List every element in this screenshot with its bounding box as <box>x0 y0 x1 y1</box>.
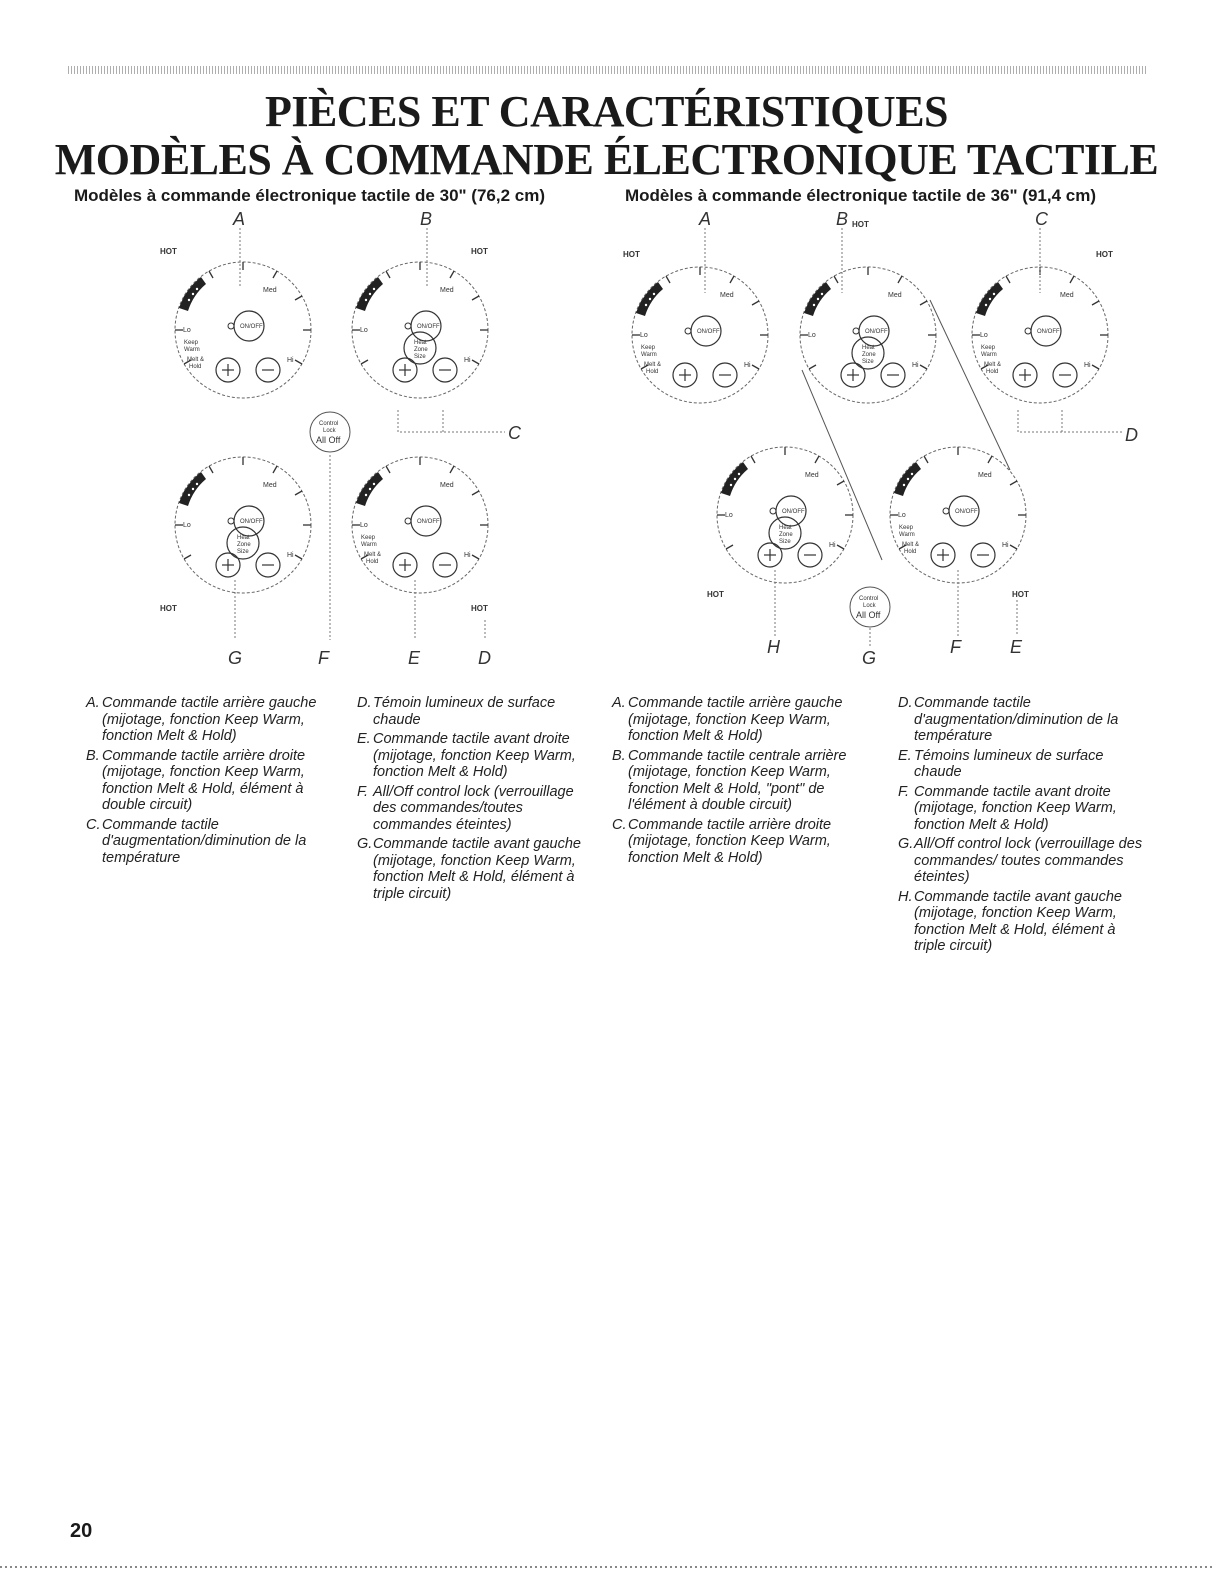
dial-label-hi: Hi <box>464 552 471 559</box>
callout-c: C <box>508 423 521 443</box>
dial-label-lo: Lo <box>640 332 648 339</box>
callout-d: D <box>478 648 491 668</box>
dial-label-on-off: ON/OFF <box>417 519 440 525</box>
legend-item-g: G.All/Off control lock (verrouillage des commandes/ toutes commandes éteintes) <box>898 836 1143 885</box>
dial-label-med: Med <box>440 287 454 294</box>
dial-label-heat: Heat <box>237 535 250 541</box>
cooktop-control-diagrams <box>0 0 1213 690</box>
legend-item-e: E. Témoins lumineux de surface chaude <box>898 747 1104 780</box>
control-lock-line3: All Off <box>316 435 341 445</box>
dial-label-hi: Hi <box>1002 542 1009 549</box>
hot-indicator: HOT <box>852 220 869 229</box>
callout-g: G <box>228 648 243 668</box>
dial-label-zone: Zone <box>414 347 428 353</box>
dial-label-med: Med <box>720 292 734 299</box>
dial-label-keep: Keep <box>184 340 199 346</box>
legend-36-col2 <box>898 695 1148 958</box>
dial-label-zone: Zone <box>862 352 876 358</box>
dial-label-lo: Lo <box>898 512 906 519</box>
dial-label-med: Med <box>805 472 819 479</box>
dial-label-warm: Warm <box>641 352 657 358</box>
dial-label-heat: Heat <box>862 345 875 351</box>
dial-label-warm: Warm <box>981 352 997 358</box>
dial-label-melt: Melt & <box>364 552 382 558</box>
legend-item-c: C. Commande tactile arrière droite (mijotage, fonction Keep Warm, fonction Melt & Hold) <box>612 816 832 866</box>
dial-label-hi: Hi <box>287 552 294 559</box>
page-title-line1: PIÈCES ET CARACTÉRISTIQUES <box>264 87 949 136</box>
dial-label-warm: Warm <box>184 347 200 353</box>
legend-item-g: G.Commande tactile avant gauche (mijotage, fonction Keep Warm, fonction Melt & Hold, élément à triple circuit) <box>357 836 581 902</box>
dial-label-lo: Lo <box>725 512 733 519</box>
callout-a: A <box>699 209 712 229</box>
dial-label-hi: Hi <box>287 357 294 364</box>
callout-g: G <box>862 648 877 668</box>
dial-label-hold: Hold <box>646 369 659 375</box>
legend-item-c: C. Commande tactile d'augmentation/diminution de la température <box>86 816 307 866</box>
dial-label-keep: Keep <box>361 535 376 541</box>
dial-label-hi: Hi <box>744 362 751 369</box>
dial-label-lo: Lo <box>360 327 368 334</box>
diagram-30-inch <box>160 209 522 668</box>
dial-label-size: Size <box>779 539 791 545</box>
dial-label-med: Med <box>978 472 992 479</box>
diagram-36-inch <box>623 209 1138 668</box>
legend-item-b: B. Commande tactile centrale arrière (mijotage, fonction Keep Warm, fonction Melt & Hold, "pont" de l'élément à double circuit) <box>612 747 847 813</box>
dial-label-size: Size <box>414 354 426 360</box>
dial-label-warm: Warm <box>361 542 377 548</box>
hot-indicator: HOT <box>1012 590 1029 599</box>
dial-label-zone: Zone <box>779 532 793 538</box>
legend-item-a: A. Commande tactile arrière gauche (mijotage, fonction Keep Warm, fonction Melt & Hold) <box>86 695 317 744</box>
dial-label-hold: Hold <box>366 559 379 565</box>
dial-label-on-off: ON/OFF <box>240 519 263 525</box>
legend-item-e: E. Commande tactile avant droite (mijotage, fonction Keep Warm, fonction Melt & Hold) <box>357 731 576 780</box>
dial-label-heat: Heat <box>414 340 427 346</box>
subheading-36-inch: Modèles à commande électronique tactile de 36" (91,4 cm) <box>625 186 1097 205</box>
dial-label-warm: Warm <box>899 532 915 538</box>
dial-label-melt: Melt & <box>644 362 662 368</box>
callout-c: C <box>1035 209 1048 229</box>
hot-indicator: HOT <box>160 247 177 256</box>
dial-label-lo: Lo <box>808 332 816 339</box>
dial-label-hi: Hi <box>1084 362 1091 369</box>
dial-label-hold: Hold <box>189 364 202 370</box>
dial-label-melt: Melt & <box>902 542 920 548</box>
legend-item-d: D. Commande tactile d'augmentation/diminution de la température <box>898 695 1119 744</box>
dial-label-heat: Heat <box>779 525 792 531</box>
dial-label-on-off: ON/OFF <box>1037 329 1060 335</box>
hot-indicator: HOT <box>471 247 488 256</box>
dial-label-on-off: ON/OFF <box>240 324 263 330</box>
legend-item-f: F. All/Off control lock (verrouillage des commandes/toutes commandes éteintes) <box>357 783 574 833</box>
decorative-bottom-border <box>0 1566 1213 1568</box>
dial-label-melt: Melt & <box>984 362 1002 368</box>
dial-label-hi: Hi <box>912 362 919 369</box>
control-lock-line1: Control <box>319 421 339 427</box>
dial-label-med: Med <box>1060 292 1074 299</box>
dial-label-hold: Hold <box>986 369 999 375</box>
legend-30-col2 <box>357 695 592 905</box>
dial-label-size: Size <box>862 359 874 365</box>
dial-label-lo: Lo <box>980 332 988 339</box>
dial-label-med: Med <box>263 287 277 294</box>
control-lock-line2: Lock <box>863 603 876 609</box>
control-lock-line3: All Off <box>856 610 881 620</box>
legend-item-d: D. Témoin lumineux de surface chaude <box>357 695 556 728</box>
dial-label-size: Size <box>237 549 249 555</box>
hot-indicator: HOT <box>1096 250 1113 259</box>
dial-label-keep: Keep <box>981 345 996 351</box>
callout-h: H <box>767 637 780 657</box>
dial-label-keep: Keep <box>641 345 656 351</box>
callout-a: A <box>233 209 246 229</box>
hot-indicator: HOT <box>471 604 488 613</box>
control-lock-line1: Control <box>859 596 879 602</box>
dial-label-hi: Hi <box>829 542 836 549</box>
callout-f: F <box>950 637 961 657</box>
legend-30-col1 <box>86 695 326 869</box>
page-number: 20 <box>70 1520 93 1542</box>
hot-indicator: HOT <box>623 250 640 259</box>
dial-label-hold: Hold <box>904 549 917 555</box>
dial-label-med: Med <box>440 482 454 489</box>
dial-label-on-off: ON/OFF <box>865 329 888 335</box>
legend-item-f: F. Commande tactile avant droite (mijotage, fonction Keep Warm, fonction Melt & Hold) <box>898 783 1117 833</box>
dial-label-on-off: ON/OFF <box>782 509 805 515</box>
dial-label-on-off: ON/OFF <box>697 329 720 335</box>
dial-label-melt: Melt & <box>187 357 205 363</box>
legend-36-col1 <box>612 695 877 869</box>
callout-d: D <box>1125 425 1138 445</box>
dial-label-on-off: ON/OFF <box>955 509 978 515</box>
legend-item-h: H. Commande tactile avant gauche (mijotage, fonction Keep Warm, fonction Melt & Hold, élément à triple circuit) <box>898 888 1122 954</box>
dial-label-on-off: ON/OFF <box>417 324 440 330</box>
dial-label-med: Med <box>888 292 902 299</box>
callout-b: B <box>420 209 433 229</box>
legend-item-b: B. Commande tactile arrière droite (mijotage, fonction Keep Warm, fonction Melt & Hold, élément à double circuit) <box>86 747 306 813</box>
hot-indicator: HOT <box>707 590 724 599</box>
dial-label-lo: Lo <box>183 327 191 334</box>
control-lock-line2: Lock <box>323 428 336 434</box>
callout-f: F <box>318 648 329 668</box>
subheading-30-inch: Modèles à commande électronique tactile de 30" (76,2 cm) <box>74 186 546 205</box>
callout-b: B <box>836 209 849 229</box>
hot-indicator: HOT <box>160 604 177 613</box>
page-title-line2: MODÈLES À COMMANDE ÉLECTRONIQUE TACTILE <box>54 135 1159 184</box>
callout-e: E <box>1010 637 1023 657</box>
dial-label-keep: Keep <box>899 525 914 531</box>
dial-label-med: Med <box>263 482 277 489</box>
callout-e: E <box>408 648 421 668</box>
legend-item-a: A. Commande tactile arrière gauche (mijotage, fonction Keep Warm, fonction Melt & Hold) <box>612 695 843 744</box>
dial-label-zone: Zone <box>237 542 251 548</box>
dial-label-lo: Lo <box>360 522 368 529</box>
dial-label-hi: Hi <box>464 357 471 364</box>
dial-label-lo: Lo <box>183 522 191 529</box>
